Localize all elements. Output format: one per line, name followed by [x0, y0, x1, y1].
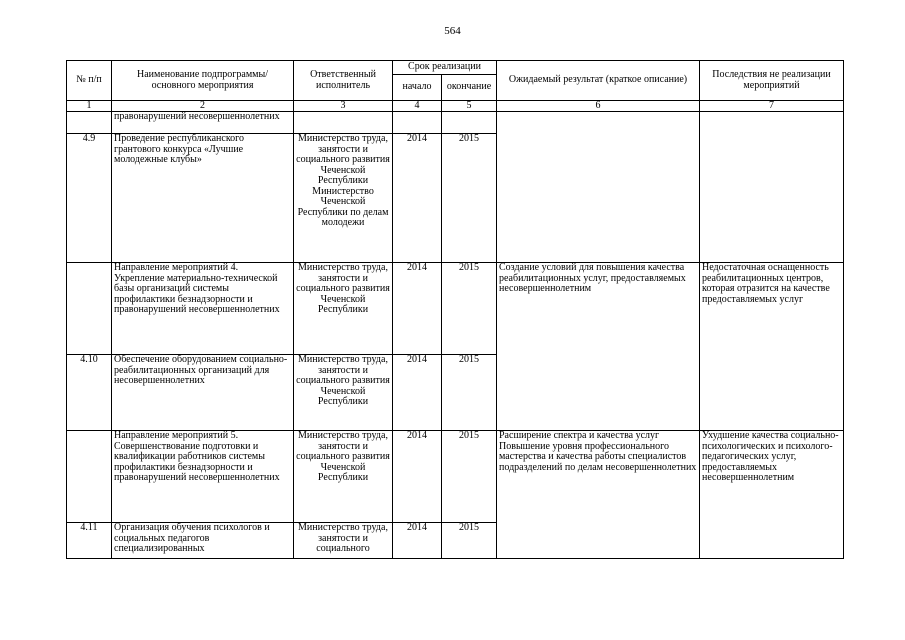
row-num: 4.9: [67, 134, 112, 263]
row-name: правонарушений несовершеннолетних: [112, 112, 294, 134]
row-end: 2015: [442, 134, 497, 263]
column-number: 2: [112, 101, 294, 112]
group-consequence: Ухудшение качества социально-психологических и психолого-педагогических услуг, предоставляемых несовершеннолетним: [700, 431, 844, 559]
row-executor: Министерство труда, занятости и социального: [294, 523, 393, 559]
row-executor: Министерство труда, занятости и социального развития Чеченской Республики: [294, 355, 393, 431]
group-result: Создание условий для повышения качества реабилитационных услуг, предоставляемых несовершеннолетним: [497, 263, 700, 431]
column-number: 1: [67, 101, 112, 112]
header-result: Ожидаемый результат (краткое описание): [497, 61, 700, 101]
header-start: начало: [393, 75, 442, 101]
group-result: [497, 112, 700, 263]
column-number-row: [67, 101, 844, 112]
column-number: 5: [442, 101, 497, 112]
row-start: 2014: [393, 431, 442, 523]
header-consequence: Последствия не реализации мероприятий: [700, 61, 844, 101]
column-number: 6: [497, 101, 700, 112]
header-num: № п/п: [67, 61, 112, 101]
row-name: Направление мероприятий 4. Укрепление материально-технической базы организаций системы профилактики безнадзорности и правонарушений несовершеннолетних: [112, 263, 294, 355]
row-name: Организация обучения психологов и социальных педагогов специализированных: [112, 523, 294, 559]
row-num: [67, 431, 112, 523]
column-number: 3: [294, 101, 393, 112]
row-executor: Министерство труда, занятости и социального развития Чеченской Республики: [294, 263, 393, 355]
column-number: 4: [393, 101, 442, 112]
row-num: [67, 112, 112, 134]
row-executor: Министерство труда, занятости и социального развития Чеченской Республики Министерство Чеченской Республики по делам молодежи: [294, 134, 393, 263]
row-start: 2014: [393, 523, 442, 559]
header-period: Срок реализации: [393, 61, 497, 75]
row-end: 2015: [442, 431, 497, 523]
row-executor: Министерство труда, занятости и социального развития Чеченской Республики: [294, 431, 393, 523]
group-result: Расширение спектра и качества услуг Повышение уровня профессионального мастерства и качества работы специалистов подразделений по делам несовершеннолетних: [497, 431, 700, 559]
header-executor: Ответственный исполнитель: [294, 61, 393, 101]
row-num: 4.10: [67, 355, 112, 431]
page-number: 564: [444, 25, 461, 37]
table-row: [67, 112, 844, 134]
row-executor: [294, 112, 393, 134]
row-num: [67, 263, 112, 355]
header-row: [67, 61, 844, 75]
group-consequence: Недостаточная оснащенность реабилитационных центров, которая отразится на качестве предоставляемых услуг: [700, 263, 844, 431]
row-start: 2014: [393, 134, 442, 263]
row-start: 2014: [393, 263, 442, 355]
program-table: [66, 60, 844, 559]
table-row: [67, 263, 844, 355]
row-name: Направление мероприятий 5. Совершенствование подготовки и квалификации работников системы профилактики безнадзорности и правонарушений несовершеннолетних: [112, 431, 294, 523]
row-end: [442, 112, 497, 134]
table-row: [67, 431, 844, 523]
row-end: 2015: [442, 355, 497, 431]
row-end: 2015: [442, 263, 497, 355]
row-name: Проведение республиканского грантового конкурса «Лучшие молодежные клубы»: [112, 134, 294, 263]
row-start: 2014: [393, 355, 442, 431]
header-end: окончание: [442, 75, 497, 101]
column-number: 7: [700, 101, 844, 112]
row-start: [393, 112, 442, 134]
row-name: Обеспечение оборудованием социально-реабилитационных организаций для несовершеннолетних: [112, 355, 294, 431]
group-consequence: [700, 112, 844, 263]
row-end: 2015: [442, 523, 497, 559]
row-num: 4.11: [67, 523, 112, 559]
header-name: Наименование подпрограммы/ основного мероприятия: [112, 61, 294, 101]
